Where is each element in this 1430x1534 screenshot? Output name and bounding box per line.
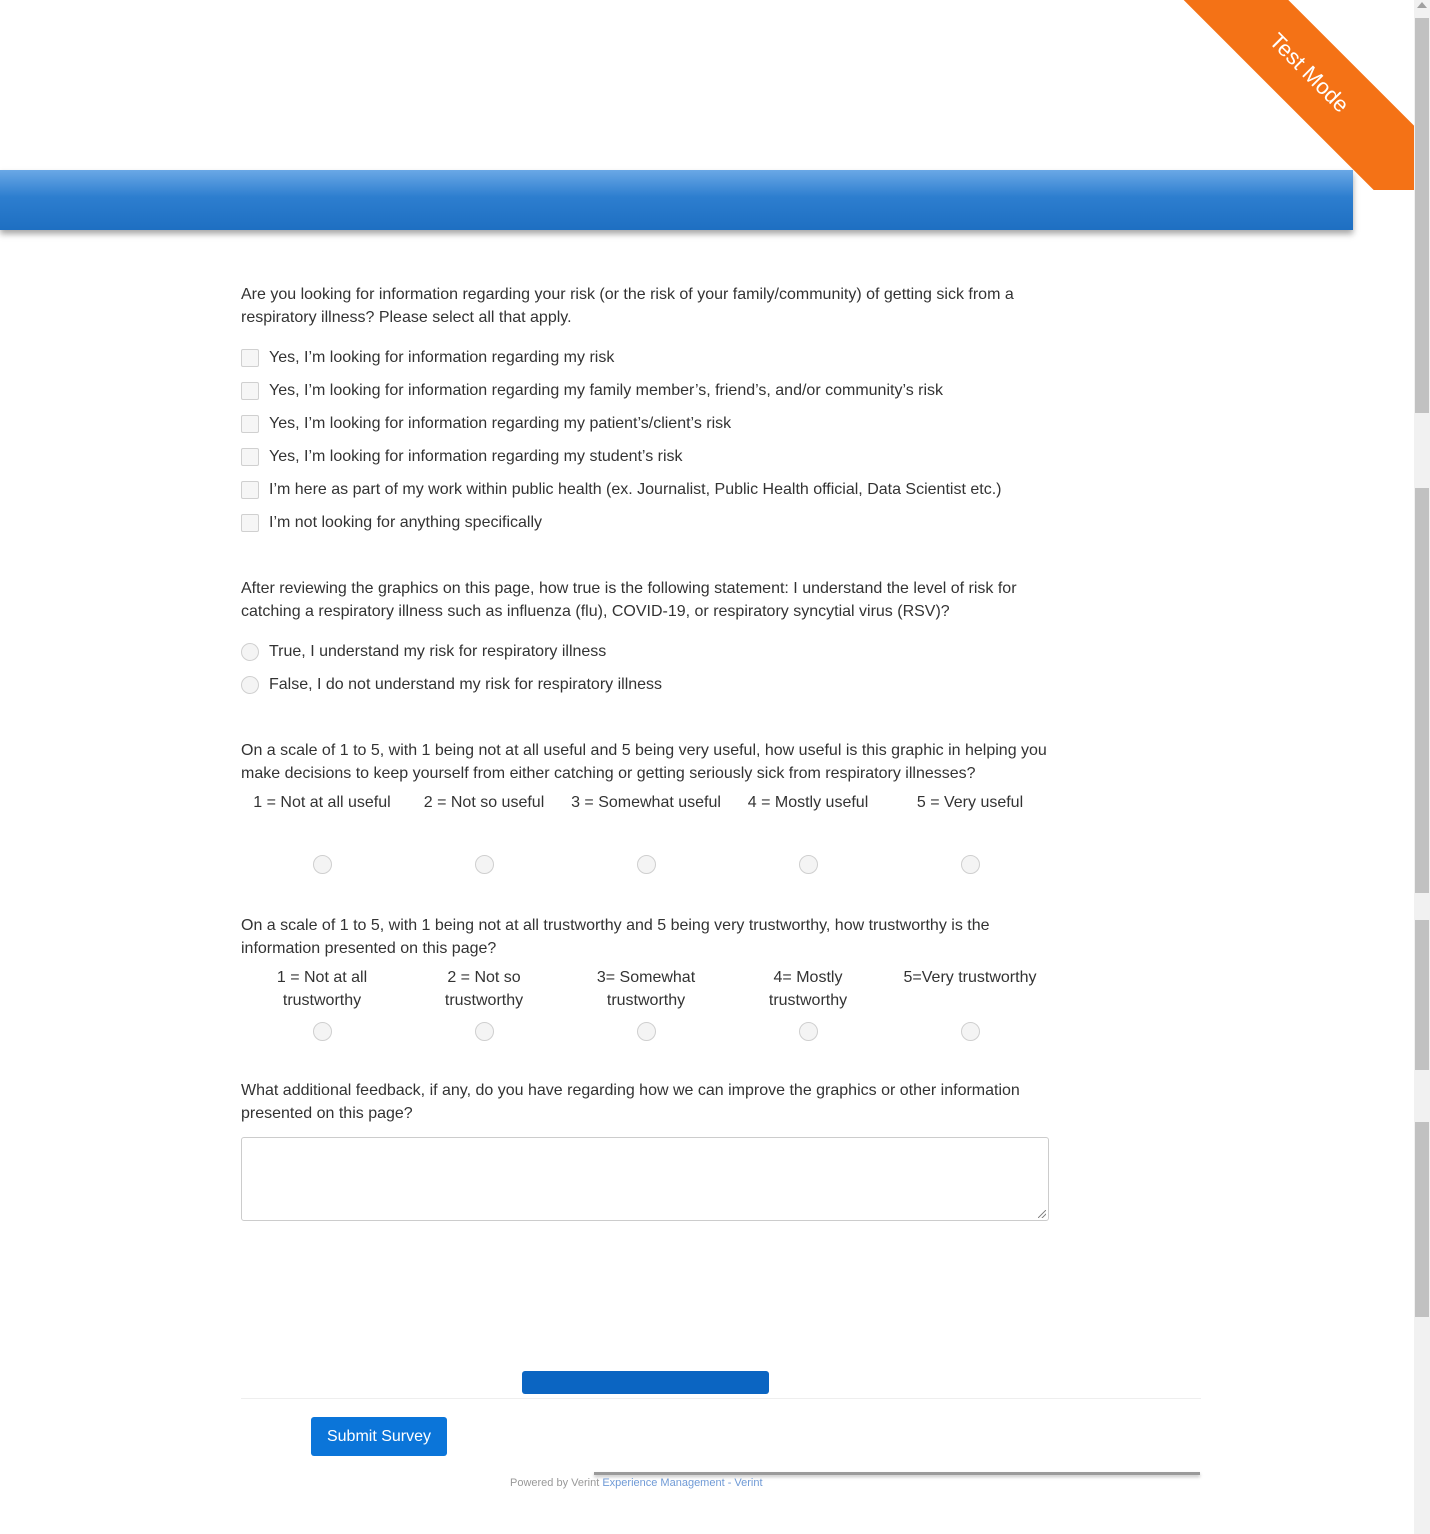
option-label: True, I understand my risk for respiratory illness	[269, 642, 607, 660]
checkbox-option[interactable]	[241, 440, 1051, 473]
option-label: Yes, I’m looking for information regarding my family member’s, friend’s, and/or community’s risk	[269, 381, 944, 399]
checkbox-option[interactable]	[241, 374, 1051, 407]
radio-button[interactable]	[637, 855, 656, 874]
checkbox[interactable]	[241, 349, 259, 367]
scale-label: 2 = Not so trustworthy	[444, 969, 524, 1009]
scrollbar-thumb[interactable]	[1415, 18, 1429, 413]
question-risk-info	[241, 283, 1051, 539]
scale-option[interactable]	[241, 791, 403, 874]
radio-option[interactable]	[241, 635, 1051, 668]
test-mode-ribbon	[1174, 0, 1414, 190]
scale-label: 2 = Not so useful	[423, 794, 545, 811]
radio-button[interactable]	[475, 1022, 494, 1041]
submit-survey-button[interactable]: Submit Survey	[311, 1417, 447, 1456]
progress-bar	[522, 1371, 769, 1394]
scale-option[interactable]	[565, 791, 727, 874]
question-text: What additional feedback, if any, do you have regarding how we can improve the graphics or other information presented on this page?	[241, 1082, 1020, 1122]
radio-button[interactable]	[313, 855, 332, 874]
rating-scale	[241, 791, 1051, 874]
option-label: Yes, I’m looking for information regarding my patient’s/client’s risk	[269, 414, 732, 432]
question-text: On a scale of 1 to 5, with 1 being not at all useful and 5 being very useful, how useful is this graphic in helping you make decisions to keep yourself from either catching or getting seriously sick from respiratory illnesses?	[241, 742, 1047, 782]
radio-button[interactable]	[961, 855, 980, 874]
radio-button[interactable]	[313, 1022, 332, 1041]
scrollbar-segment	[1415, 1122, 1429, 1317]
question-usefulness-scale	[241, 739, 1051, 874]
radio-button[interactable]	[961, 1022, 980, 1041]
scale-option[interactable]	[727, 966, 889, 1041]
checkbox-option[interactable]	[241, 407, 1051, 440]
survey-form	[241, 283, 1051, 1261]
option-label: I’m here as part of my work within public health (ex. Journalist, Public Health official, Data Scientist etc.)	[269, 480, 1002, 498]
scale-label: 4= Mostly trustworthy	[768, 969, 848, 1009]
header-banner	[0, 170, 1353, 230]
scale-label: 4 = Mostly useful	[747, 794, 869, 811]
radio-button[interactable]	[241, 676, 259, 694]
scale-option[interactable]	[565, 966, 727, 1041]
radio-button[interactable]	[799, 855, 818, 874]
rating-scale	[241, 966, 1051, 1041]
scrollbar-segment	[1415, 488, 1429, 893]
footer	[510, 1477, 763, 1489]
radio-option[interactable]	[241, 668, 1051, 701]
option-label: Yes, I’m looking for information regarding my risk	[269, 348, 615, 366]
checkbox[interactable]	[241, 514, 259, 532]
question-text: After reviewing the graphics on this page, how true is the following statement: I understand the level of risk for catching a respiratory illness such as influenza (flu), COVID-19, or respiratory syncytial virus (RSV)?	[241, 580, 1017, 620]
radio-button[interactable]	[799, 1022, 818, 1041]
footer-divider	[594, 1472, 1200, 1475]
checkbox-option[interactable]	[241, 473, 1051, 506]
feedback-textarea[interactable]	[241, 1137, 1049, 1221]
footer-prefix: Powered by Verint	[510, 1477, 600, 1489]
radio-button[interactable]	[637, 1022, 656, 1041]
scrollbar[interactable]	[1414, 0, 1430, 1534]
radio-button[interactable]	[475, 855, 494, 874]
scale-option[interactable]	[889, 966, 1051, 1041]
question-feedback	[241, 1079, 1051, 1221]
divider	[241, 1398, 1201, 1399]
scale-label: 1 = Not at all trustworthy	[276, 969, 368, 1009]
radio-button[interactable]	[241, 643, 259, 661]
scale-option[interactable]	[403, 966, 565, 1041]
scale-label: 3= Somewhat trustworthy	[596, 969, 696, 1009]
test-mode-label: Test Mode	[1174, 0, 1414, 190]
scale-label: 1 = Not at all useful	[253, 794, 391, 811]
scale-label: 3 = Somewhat useful	[571, 794, 721, 811]
question-trust-scale	[241, 914, 1051, 1041]
checkbox[interactable]	[241, 481, 259, 499]
scale-option[interactable]	[727, 791, 889, 874]
checkbox[interactable]	[241, 415, 259, 433]
scale-label: 5 = Very useful	[916, 794, 1024, 811]
question-text: On a scale of 1 to 5, with 1 being not at all trustworthy and 5 being very trustworthy, how trustworthy is the information presented on this page?	[241, 917, 990, 957]
checkbox-option[interactable]	[241, 506, 1051, 539]
scale-label: 5=Very trustworthy	[903, 969, 1037, 986]
scale-option[interactable]	[241, 966, 403, 1041]
scale-option[interactable]	[889, 791, 1051, 874]
checkbox[interactable]	[241, 448, 259, 466]
resize-handle-icon[interactable]	[1038, 1210, 1046, 1218]
footer-link[interactable]: Experience Management - Verint	[602, 1477, 763, 1489]
scrollbar-segment	[1415, 920, 1429, 1070]
option-label: I’m not looking for anything specifically	[269, 513, 543, 531]
option-label: Yes, I’m looking for information regarding my student’s risk	[269, 447, 683, 465]
question-text: Are you looking for information regarding your risk (or the risk of your family/community) of getting sick from a respiratory illness? Please select all that apply.	[241, 286, 1014, 326]
checkbox[interactable]	[241, 382, 259, 400]
checkbox-option[interactable]	[241, 341, 1051, 374]
scale-option[interactable]	[403, 791, 565, 874]
question-understand-risk	[241, 577, 1051, 701]
scroll-up-icon[interactable]	[1417, 2, 1427, 8]
option-label: False, I do not understand my risk for respiratory illness	[269, 675, 663, 693]
